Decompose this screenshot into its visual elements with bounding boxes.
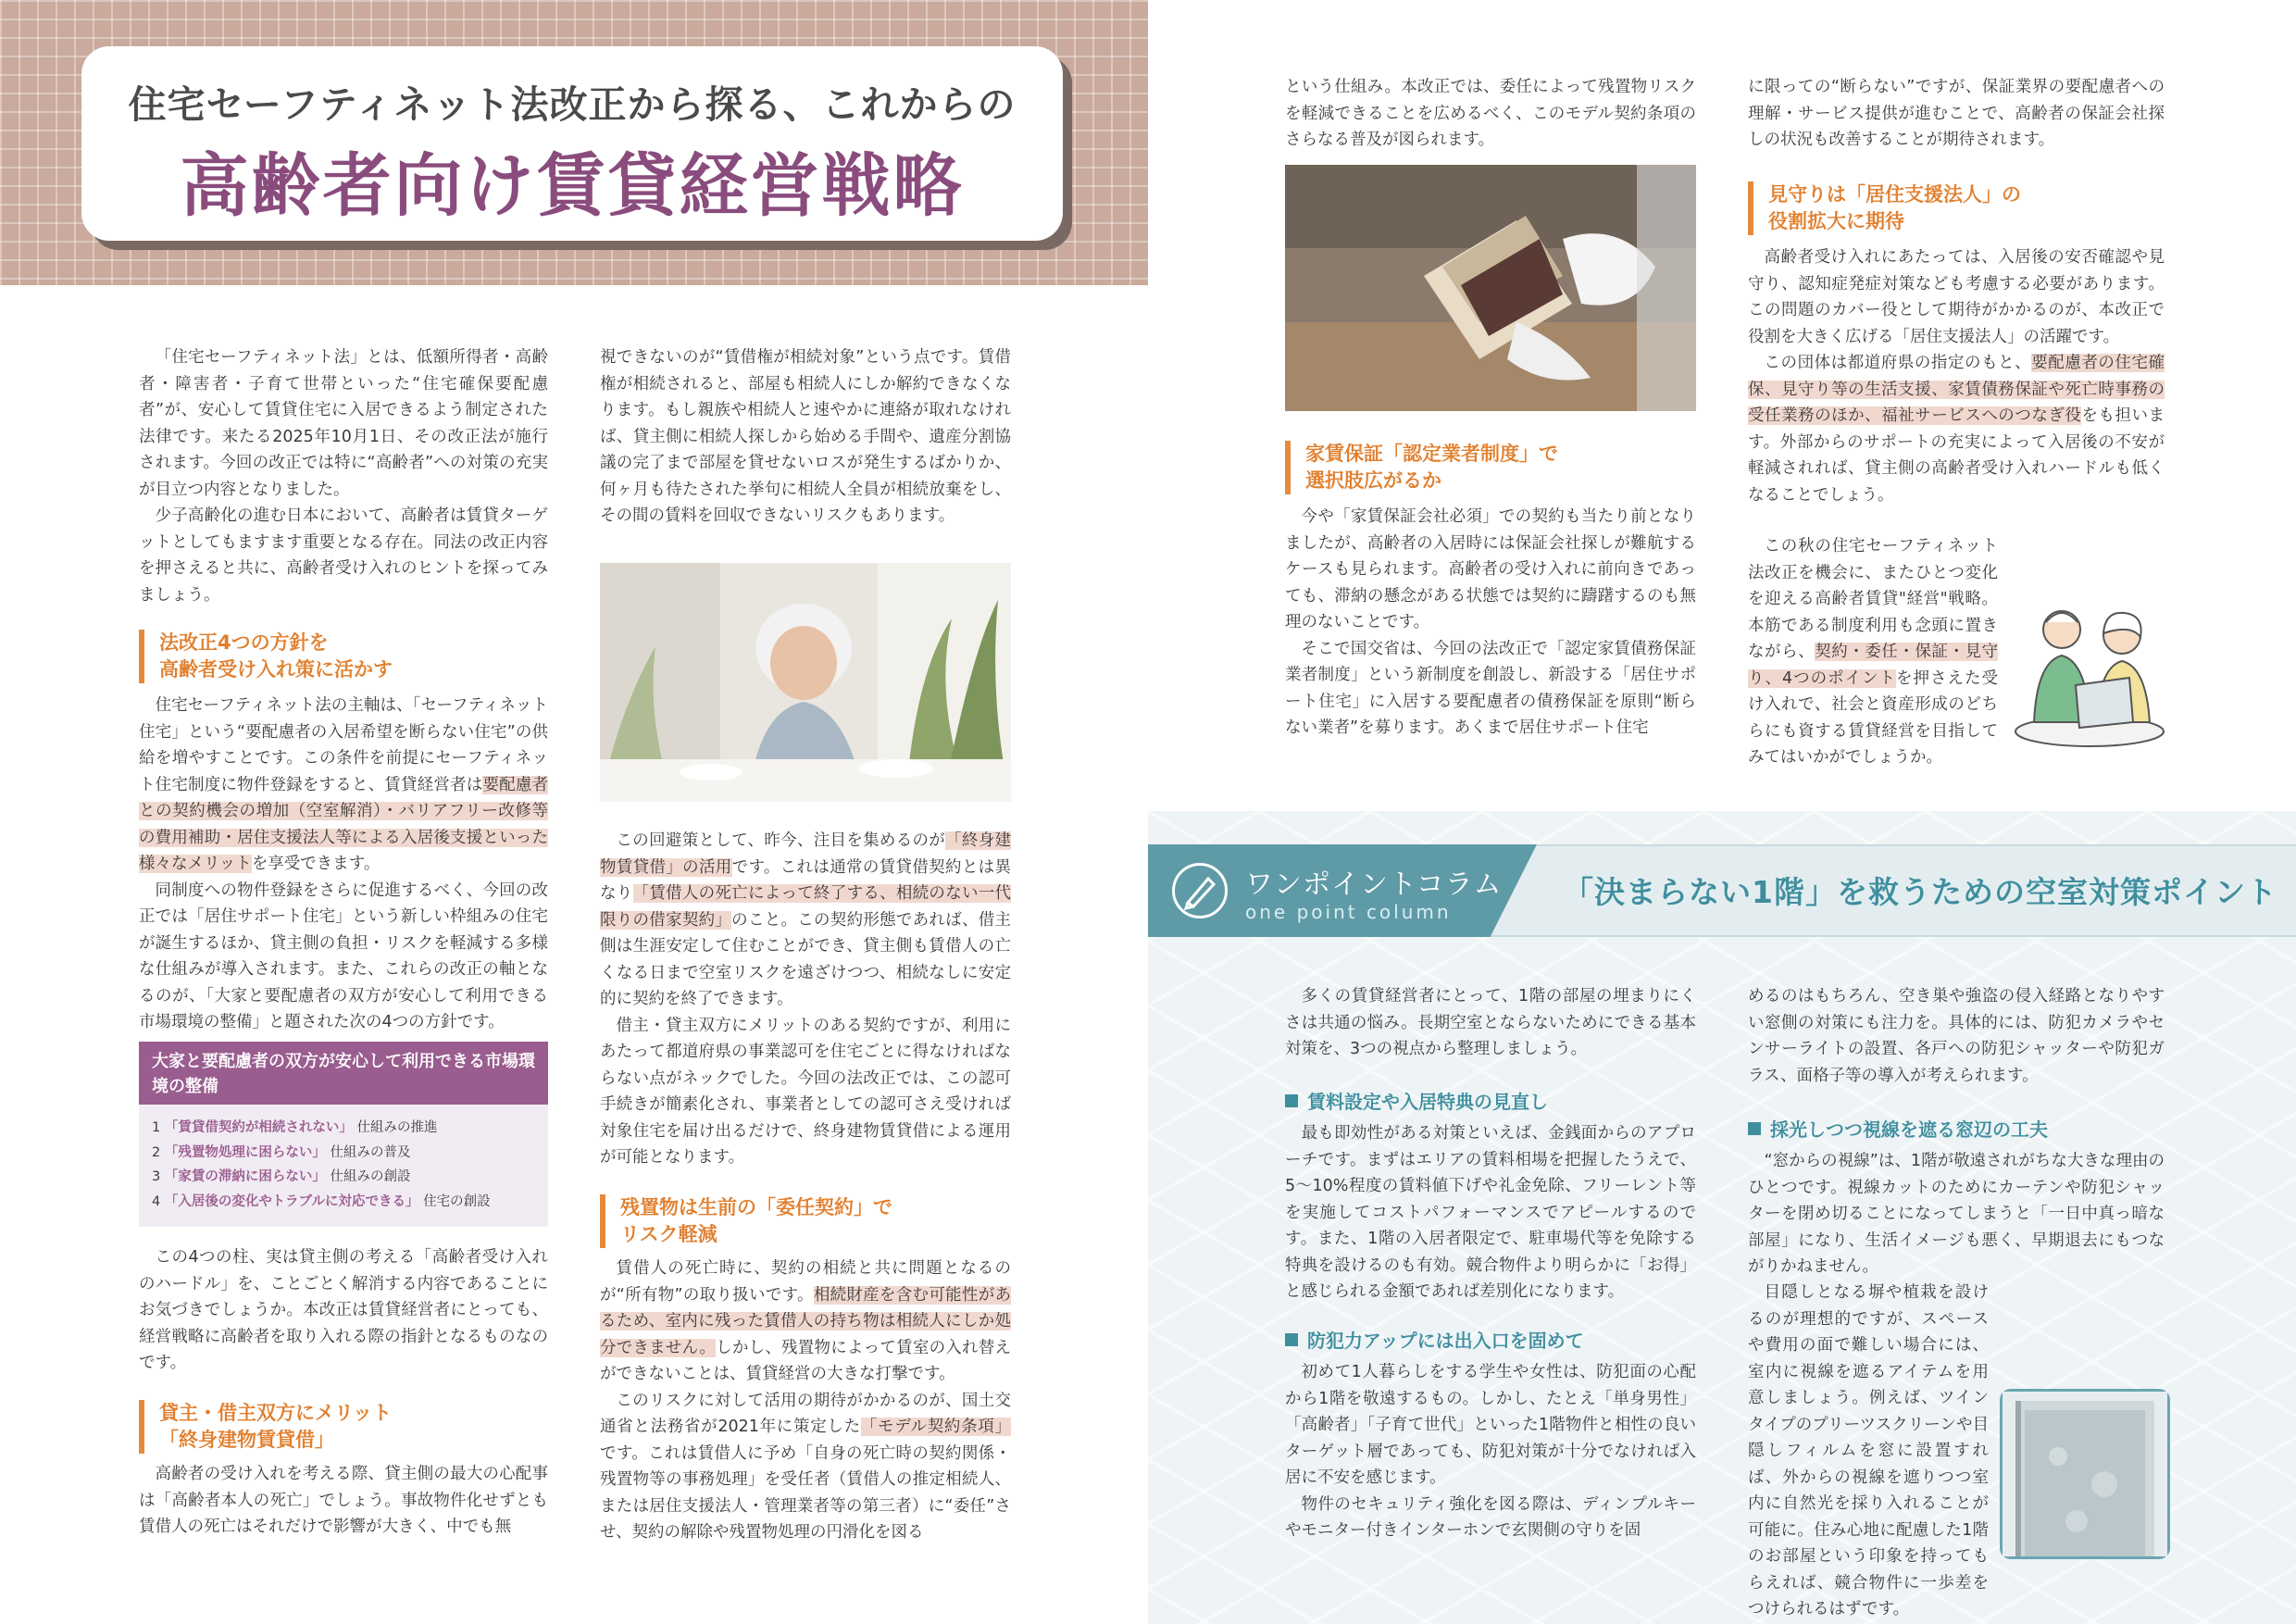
column-window-text-2: 目隠しとなる塀や植栽を設けるのが理想的ですが、スペースや費用の面で難しい場合には、室内に視線を遮るアイテムを用意しましょう。例えば、ツインタイプのプリーツスクリーンや目隠しフィルムを窓に設置すれば、外からの視線を遮りつつ室内に自然光を採り入れることが可能に。住み心地に配慮した1階のお部屋という印象を持ってもらえれば、競合物件に一歩差をつけられるはずです。 xyxy=(1748,1283,1989,1618)
intro-text xyxy=(139,344,548,606)
section-heading-4: 家賃保証「認定業者制度」で 選択肢広がるか xyxy=(1285,441,1558,494)
policy-item: 2 「残置物処理に困らない」 仕組みの普及 xyxy=(152,1144,411,1160)
intro-paragraph-1: 「住宅セーフティネット法」とは、低額所得者・高齢者・障害者・子育て世帯といった“住宅確保要配慮者”が、安心して賃貸住宅に入居できるよう制定された法律です。来たる2025年10月1日、その改正法が施行されます。今回の改正では特に“高齢者”への対策の充実が目立つ内容となりました。 xyxy=(139,348,548,499)
column-tag-subtitle: one point column xyxy=(1245,901,1452,923)
frosted-window-photo xyxy=(2000,1389,2170,1559)
policy-box-title: 大家と要配慮者の双方が安心して利用できる市場環境の整備 xyxy=(139,1042,548,1105)
column-right-top-text: めるのはもちろん、空き巣や強盗の侵入経路となりやすい窓側の対策にも注力を。具体的には、防犯カメラやセンサーライトの設置、各戸への防犯シャッターや防犯ガラス、面格子等の導入が考えられます。 xyxy=(1748,987,2165,1085)
policy-box xyxy=(139,1042,548,1227)
highlight-model-clause: 「モデル契約条項」 xyxy=(860,1418,1011,1436)
elderly-woman-photo xyxy=(600,563,1011,802)
highlight-four-points: 契約・委任・保証・見守り、4つのポイント xyxy=(1748,643,1999,688)
elderly-couple-illustration xyxy=(2011,593,2168,750)
col2-lifetime-lease-text: この回避策として、昨今、注目を集めるのが「終身建物賃貸借」の活用です。これは通常の賃貸借契約とは異なり「賃借人の死亡によって終了する、相続のない一代限りの借家契約」のこと。この契約形態であれば、借主側は生涯安定して住むことができ、貸主側も賃借人の亡くなる日まで空室リスクを遠ざけつつ、相続なしに安定的に契約を終了できます。 借主・貸主双方にメリットのある契約ですが、利用にあたって都道府県の事業認可を住宅ごとに得なければならない点がネックでした。今回の法改正では、この認可手続きが簡素化され、事業者としての認可さえ受ければ対象住宅を届け出るだけで、終身建物賃貸借による運用が可能となります。 xyxy=(600,831,1012,1167)
policy-item: 1 「賃貸借契約が相続されない」 仕組みの推進 xyxy=(152,1120,438,1135)
col3-guarantee-text: 今や「家賃保証会社必須」での契約も当たり前となりましたが、高齢者の入居時には保証会社探しが難航するケースも見られます。高齢者の受け入れに前向きであっても、滞納の懸念がある状態では契約に躊躇するのも無理のないことです。 そこで国交省は、今回の法改正で「認定家賃債務保証業者制度」という新制度を創設し、新設する「居住サポート住宅」に入居する要配慮者の債務保証を原則“断らない業者”を募ります。あくまで居住サポート住宅 xyxy=(1285,507,1696,737)
header-subtitle: 住宅セーフティネット法改正から探る、これからの xyxy=(128,82,1017,127)
pen-icon xyxy=(1172,863,1228,918)
highlight-contract-definition: 「賃借人の死亡によって終了する、相続のない一代限りの借家契約」 xyxy=(600,884,1012,930)
col2-top-text: 視できないのが“賃借権が相続対象”という点です。賃借権が相続されると、部屋も相続人にしか解約できなくなります。もし親族や相続人と速やかに連絡が取れなければ、貸主側に相続人探しから始める手間や、遺産分割協議の完了まで部屋を貸せないロスが発生するばかりか、何ヶ月も待たされた挙句に相続人全員が相続放棄をし、その間の賃料を回収できないリスクもあります。 xyxy=(600,348,1011,525)
policy-list xyxy=(139,1105,548,1214)
highlight-lifetime-lease: 「終身建物賃貸借」の活用 xyxy=(600,831,1012,877)
col4-support-text: 高齢者受け入れにあたっては、入居後の安否確認や見守り、認知症発症対策なども考慮する必要があります。この問題のカバー役として期待がかかるのが、本改正で役割を大きく広げる「居住支援法人」の活躍です。 この団体は都道府県の指定のもと、要配慮者の住宅確保、見守り等の生活支援、家賃債務保証や死亡時事務の受任業務のほか、福祉サービスへのつなぎ役をも担います。外部からのサポートの充実によって入居後の不安が軽減されれば、貸主側の高齢者受け入れハードルも低くなることでしょう。 xyxy=(1748,248,2165,505)
policy-item: 3 「家賃の滞納に困らない」 仕組みの創設 xyxy=(152,1169,411,1184)
policy-item: 4 「入居後の変化やトラブルに対応できる」 住宅の創設 xyxy=(152,1193,491,1209)
highlight-inheritance: 相続財産を含む可能性があるため、室内に残った賃借人の持ち物は相続人にしか処分できません。 xyxy=(600,1285,1012,1357)
section-heading-5: 見守りは「居住支援法人」の 役割拡大に期待 xyxy=(1748,181,2021,235)
column-heading-security: 防犯力アップには出入口を固めて xyxy=(1285,1326,1584,1353)
intro-paragraph-2: 少子高齢化の進む日本において、高齢者は賃貸ターゲットとしてもますます重要となる存在。同法の改正内容を押さえると共に、高齢者受け入れのヒントを探ってみましょう。 xyxy=(139,506,548,605)
highlight-merits: 要配慮者との契約機会の増加（空室解消）・バリアフリー改修等の費用補助・居住支援法人等による入居後支援といった様々なメリット xyxy=(139,775,548,873)
window-image xyxy=(2003,1392,2167,1556)
col2-residuals-text: 賃借人の死亡時に、契約の相続と共に問題となるのが“所有物”の取り扱いです。相続財産を含む可能性があるため、室内に残った賃借人の持ち物は相続人にしか処分できません。しかし、残置物によって賃室の入れ替えができないことは、賃貸経営の大きな打撃です。 このリスクに対して活用の期待がかかるのが、国土交通省と法務省が2021年に策定した「モデル契約条項」です。これは賃借人に予め「自身の死亡時の契約関係・残置物等の事務処理」を受任者（賃借人の推定相続人、または居住支援法人・管理業者等の第三者）に“委任”させ、契約の解除や残置物処理の円滑化を図る xyxy=(600,1259,1012,1542)
column-tag-title: ワンポイントコラム xyxy=(1245,868,1503,901)
column-rent-text: 最も即効性がある対策といえば、金銭面からのアプローチです。まずはエリアの賃料相場を把握したうえで、5〜10%程度の賃料値下げや礼金免除、フリーレント等を実施してコストパフォーマンスでアピールするのです。また、1階の入居者限定で、駐車場代等を免除する特典を設けるのも有効。競合物件より明らかに「お得」と感じられる金額であれば差別化になります。 xyxy=(1285,1124,1696,1301)
couple-laptop-icon xyxy=(2011,593,2168,750)
column-window-text-1: “窓からの視線”は、1階が敬遠されがちな大きな理由のひとつです。視線カットのためにカーテンや防犯シャッターを閉め切ることになってしまうと「一日中真っ暗な部屋」になり、生活イメージも悪く、早期退去にもつながりかねません。 xyxy=(1748,1152,2165,1276)
section-heading-1: 法改正4つの方針を 高齢者受け入れ策に活かす xyxy=(139,630,393,683)
col4-conclusion-text: この秋の住宅セーフティネット法改正を機会に、またひとつ変化を迎える高齢者賃貸"経営"戦略。本筋である制度利用も念頭に置きながら、契約・委任・保証・見守り、4つのポイントを押さえた受け入れで、社会と資産形成のどちらにも資する賃貸経営を目指してみてはいかがでしょうか。 xyxy=(1748,537,1999,767)
column-intro: 多くの賃貸経営者にとって、1階の部屋の埋まりにくさは共通の悩み。長期空室とならないためにできる基本対策を、3つの視点から整理しましょう。 xyxy=(1285,987,1696,1058)
col3-top-text: という仕組み。本改正では、委任によって残置物リスクを軽減できることを広めるべく、このモデル契約条項のさらなる普及が図られます。 xyxy=(1285,78,1696,149)
section-heading-3: 残置物は生前の「委任契約」で リスク軽減 xyxy=(600,1194,892,1248)
col4-top-text: に限っての“断らない”ですが、保証業界の要配慮者への理解・サービス提供が進むことで、高齢者の保証会社探しの状況も改善することが期待されます。 xyxy=(1748,78,2165,149)
header-title-box xyxy=(81,46,1063,241)
section-1-closing-text: この4つの柱、実は貸主側の考える「高齢者受け入れのハードル」を、ことごとく解消する内容であることにお気づきでしょうか。本改正は賃貸経営者にとっても、経営戦略に高齢者を取り入れる際の指針となるものなのです。 xyxy=(139,1248,548,1372)
section-heading-2: 貸主・借主双方にメリット 「終身建物賃貸借」 xyxy=(139,1400,392,1454)
column-heading-window: 採光しつつ視線を遮る窓辺の工夫 xyxy=(1748,1115,2048,1142)
section-1-paragraph-1: 住宅セーフティネット法の主軸は、「セーフティネット住宅」という“要配慮者の入居希望を断らない住宅”の供給を増やすことです。この条件を前提にセーフティネット住宅制度に物件登録をすると、賃貸経営者は要配慮者との契約機会の増加（空室解消）・バリアフリー改修等の費用補助・居住支援法人等による入居後支援といった様々なメリットを享受できます。 xyxy=(139,696,548,873)
column-title: 「決まらない1階」を救うための空室対策ポイント xyxy=(1563,874,2277,910)
books-gloves-image xyxy=(1285,165,1696,411)
column-heading-rent: 賃料設定や入居特典の見直し xyxy=(1285,1087,1548,1114)
elderly-woman-image xyxy=(600,563,1011,802)
belongings-photo xyxy=(1285,165,1696,411)
header-title: 高齢者向け賃貸経営戦略 xyxy=(180,146,965,226)
section-1-text xyxy=(139,693,548,1033)
section-1-paragraph-2: 同制度への物件登録をさらに促進するべく、今回の改正では「居住サポート住宅」という新しい枠組みの住宅が誕生するほか、貸主側の負担・リスクを軽減する多様な仕組みが導入されます。また、これらの改正の軸となるのが、「大家と要配慮者の双方が安心して利用できる市場環境の整備」と題された次の4つの方針です。 xyxy=(139,881,548,1031)
column-security-text: 初めて1人暮らしをする学生や女性は、防犯面の心配から1階を敬遠するもの。しかし、たとえ「単身男性」「高齢者」「子育て世代」といった1階物件と相性の良いターゲット層であっても、防犯対策が十分でなければ入居に不安を感じます。 物件のセキュリティ強化を図る際は、ディンプルキーやモニター付きインターホンで玄関側の守りを固 xyxy=(1285,1363,1696,1540)
highlight-support-roles: 要配慮者の住宅確保、見守り等の生活支援、家賃債務保証や死亡時事務の受任業務のほか、福祉サービスへのつなぎ役 xyxy=(1748,354,2165,425)
section-2-text: 高齢者の受け入れを考える際、貸主側の最大の心配事は「高齢者本人の死亡」でしょう。事故物件化せずとも賃借人の死亡はそれだけで影響が大きく、中でも無 xyxy=(139,1465,548,1536)
